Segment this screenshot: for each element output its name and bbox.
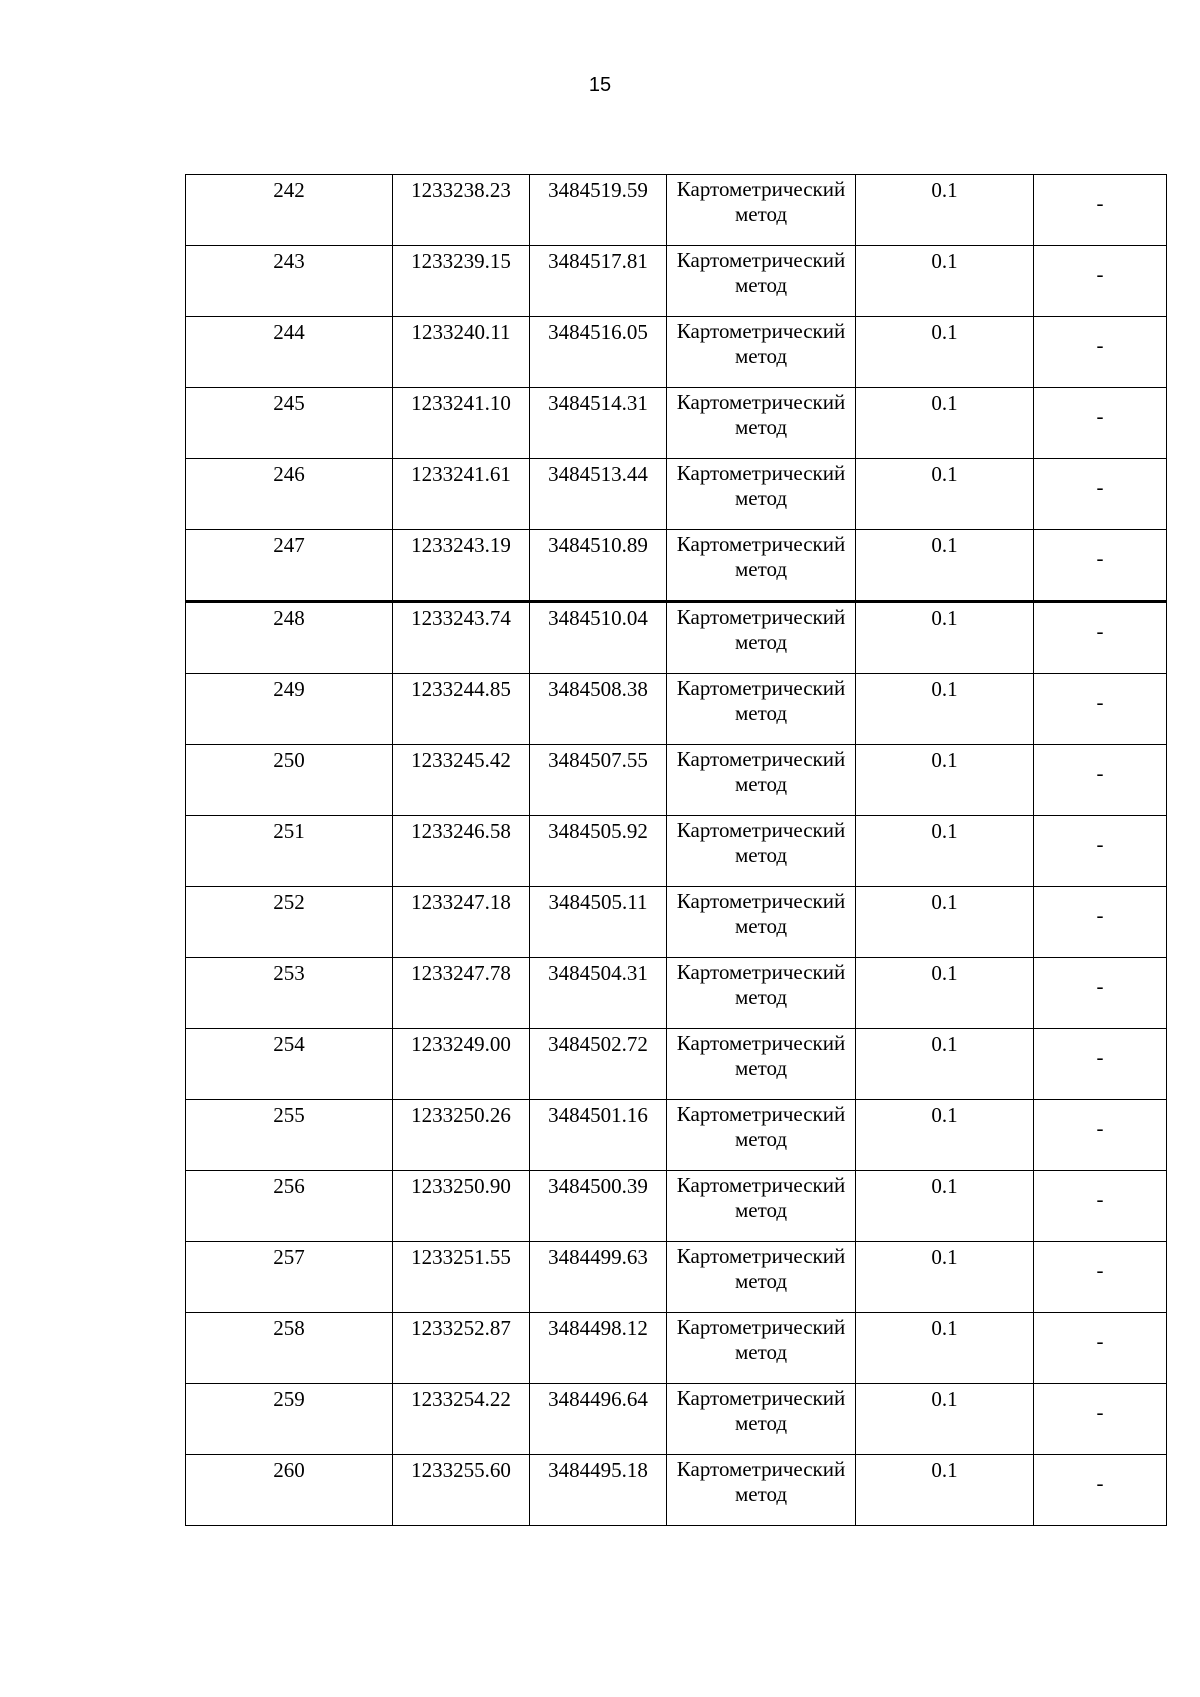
method-cell-text: Картометрический — [676, 461, 846, 485]
accuracy-cell-text: 0.1 — [931, 1245, 958, 1269]
point-number-cell — [186, 1100, 393, 1171]
y-coordinate-cell-text: 3484510.89 — [548, 533, 648, 557]
method-cell-text: метод — [734, 914, 788, 938]
method-cell-text: метод — [734, 1269, 788, 1293]
accuracy-cell — [856, 530, 1034, 602]
y-coordinate-cell — [530, 1029, 667, 1100]
point-number-cell-text: 247 — [273, 533, 305, 557]
note-cell — [1034, 530, 1167, 602]
method-cell-text: Картометрический — [676, 1173, 846, 1197]
accuracy-cell-text: 0.1 — [931, 533, 958, 557]
accuracy-cell — [856, 745, 1034, 816]
note-cell-text: - — [1096, 1400, 1104, 1424]
accuracy-cell-text: 0.1 — [931, 1174, 958, 1198]
y-coordinate-cell-text: 3484510.04 — [548, 606, 648, 630]
table-row — [186, 1029, 1167, 1100]
y-coordinate-cell — [530, 1100, 667, 1171]
coordinates-table — [185, 174, 1167, 1526]
method-cell-text: метод — [734, 843, 788, 867]
x-coordinate-cell-text: 1233244.85 — [411, 677, 511, 701]
note-cell — [1034, 1029, 1167, 1100]
method-cell-text: метод — [734, 701, 788, 725]
method-cell — [667, 816, 856, 887]
method-cell-text: метод — [734, 1127, 788, 1151]
x-coordinate-cell-text: 1233243.19 — [411, 533, 511, 557]
x-coordinate-cell-text: 1233249.00 — [411, 1032, 511, 1056]
y-coordinate-cell-text: 3484508.38 — [548, 677, 648, 701]
y-coordinate-cell-text: 3484513.44 — [548, 462, 648, 486]
method-cell — [667, 887, 856, 958]
point-number-cell-text: 260 — [273, 1458, 305, 1482]
note-cell — [1034, 317, 1167, 388]
method-cell — [667, 175, 856, 246]
note-cell-text: - — [1096, 832, 1104, 856]
accuracy-cell — [856, 887, 1034, 958]
method-cell-text: метод — [734, 202, 788, 226]
note-cell-text: - — [1096, 903, 1104, 927]
point-number-cell — [186, 816, 393, 887]
method-cell-text: Картометрический — [676, 676, 846, 700]
point-number-cell-text: 245 — [273, 391, 305, 415]
accuracy-cell-text: 0.1 — [931, 249, 958, 273]
method-cell-text: метод — [734, 557, 788, 581]
x-coordinate-cell-text: 1233238.23 — [411, 178, 511, 202]
method-cell — [667, 1384, 856, 1455]
y-coordinate-cell — [530, 459, 667, 530]
note-cell-text: - — [1096, 1187, 1104, 1211]
note-cell-text: - — [1096, 761, 1104, 785]
accuracy-cell-text: 0.1 — [931, 320, 958, 344]
accuracy-cell — [856, 459, 1034, 530]
point-number-cell-text: 251 — [273, 819, 305, 843]
point-number-cell — [186, 958, 393, 1029]
table-row — [186, 816, 1167, 887]
x-coordinate-cell — [393, 1242, 530, 1313]
point-number-cell — [186, 246, 393, 317]
note-cell-text: - — [1096, 191, 1104, 215]
note-cell-text: - — [1096, 404, 1104, 428]
table-row — [186, 1455, 1167, 1526]
accuracy-cell-text: 0.1 — [931, 961, 958, 985]
table-row — [186, 1242, 1167, 1313]
method-cell-text: метод — [734, 1198, 788, 1222]
method-cell-text: Картометрический — [676, 605, 846, 629]
note-cell-text: - — [1096, 333, 1104, 357]
note-cell — [1034, 1313, 1167, 1384]
x-coordinate-cell-text: 1233247.78 — [411, 961, 511, 985]
table-row — [186, 388, 1167, 459]
note-cell-text: - — [1096, 546, 1104, 570]
y-coordinate-cell — [530, 958, 667, 1029]
point-number-cell — [186, 530, 393, 602]
point-number-cell-text: 250 — [273, 748, 305, 772]
point-number-cell — [186, 1384, 393, 1455]
y-coordinate-cell-text: 3484496.64 — [548, 1387, 648, 1411]
accuracy-cell-text: 0.1 — [931, 606, 958, 630]
note-cell-text: - — [1096, 1471, 1104, 1495]
point-number-cell-text: 256 — [273, 1174, 305, 1198]
table-row — [186, 602, 1167, 674]
note-cell-text: - — [1096, 690, 1104, 714]
table-row — [186, 1171, 1167, 1242]
point-number-cell-text: 249 — [273, 677, 305, 701]
x-coordinate-cell-text: 1233252.87 — [411, 1316, 511, 1340]
accuracy-cell — [856, 1313, 1034, 1384]
point-number-cell — [186, 1313, 393, 1384]
table-body — [186, 175, 1167, 1526]
method-cell — [667, 674, 856, 745]
accuracy-cell — [856, 388, 1034, 459]
point-number-cell-text: 257 — [273, 1245, 305, 1269]
method-cell-text: метод — [734, 344, 788, 368]
accuracy-cell — [856, 602, 1034, 674]
y-coordinate-cell — [530, 1171, 667, 1242]
x-coordinate-cell-text: 1233255.60 — [411, 1458, 511, 1482]
method-cell-text: Картометрический — [676, 532, 846, 556]
method-cell — [667, 530, 856, 602]
method-cell-text: метод — [734, 630, 788, 654]
x-coordinate-cell-text: 1233239.15 — [411, 249, 511, 273]
page-number: 15 — [588, 74, 612, 96]
y-coordinate-cell-text: 3484504.31 — [548, 961, 648, 985]
accuracy-cell-text: 0.1 — [931, 391, 958, 415]
accuracy-cell — [856, 958, 1034, 1029]
method-cell-text: метод — [734, 415, 788, 439]
method-cell-text: Картометрический — [676, 177, 846, 201]
x-coordinate-cell-text: 1233241.10 — [411, 391, 511, 415]
note-cell — [1034, 246, 1167, 317]
x-coordinate-cell-text: 1233247.18 — [411, 890, 511, 914]
y-coordinate-cell — [530, 1242, 667, 1313]
x-coordinate-cell — [393, 459, 530, 530]
x-coordinate-cell — [393, 887, 530, 958]
point-number-cell — [186, 1455, 393, 1526]
point-number-cell — [186, 1242, 393, 1313]
table-row — [186, 1313, 1167, 1384]
table-row — [186, 246, 1167, 317]
method-cell — [667, 1171, 856, 1242]
table-row — [186, 317, 1167, 388]
point-number-cell-text: 255 — [273, 1103, 305, 1127]
method-cell — [667, 1242, 856, 1313]
accuracy-cell-text: 0.1 — [931, 178, 958, 202]
method-cell-text: метод — [734, 985, 788, 1009]
accuracy-cell-text: 0.1 — [931, 1103, 958, 1127]
x-coordinate-cell — [393, 745, 530, 816]
y-coordinate-cell-text: 3484516.05 — [548, 320, 648, 344]
method-cell-text: Картометрический — [676, 390, 846, 414]
x-coordinate-cell-text: 1233250.26 — [411, 1103, 511, 1127]
accuracy-cell-text: 0.1 — [931, 748, 958, 772]
point-number-cell-text: 258 — [273, 1316, 305, 1340]
method-cell-text: Картометрический — [676, 1315, 846, 1339]
method-cell-text: Картометрический — [676, 1457, 846, 1481]
table-row — [186, 674, 1167, 745]
method-cell — [667, 1455, 856, 1526]
point-number-cell-text: 243 — [273, 249, 305, 273]
point-number-cell-text: 244 — [273, 320, 305, 344]
point-number-cell-text: 253 — [273, 961, 305, 985]
x-coordinate-cell — [393, 816, 530, 887]
x-coordinate-cell — [393, 1455, 530, 1526]
method-cell — [667, 745, 856, 816]
y-coordinate-cell — [530, 175, 667, 246]
x-coordinate-cell — [393, 602, 530, 674]
method-cell-text: метод — [734, 772, 788, 796]
method-cell — [667, 958, 856, 1029]
table-row — [186, 745, 1167, 816]
table-row — [186, 887, 1167, 958]
accuracy-cell — [856, 1171, 1034, 1242]
y-coordinate-cell — [530, 602, 667, 674]
point-number-cell — [186, 1029, 393, 1100]
note-cell — [1034, 1171, 1167, 1242]
x-coordinate-cell — [393, 1384, 530, 1455]
point-number-cell — [186, 1171, 393, 1242]
method-cell-text: метод — [734, 1411, 788, 1435]
note-cell — [1034, 745, 1167, 816]
table-row — [186, 1384, 1167, 1455]
note-cell — [1034, 887, 1167, 958]
x-coordinate-cell — [393, 1100, 530, 1171]
method-cell-text: Картометрический — [676, 248, 846, 272]
y-coordinate-cell-text: 3484498.12 — [548, 1316, 648, 1340]
method-cell — [667, 317, 856, 388]
method-cell — [667, 388, 856, 459]
note-cell-text: - — [1096, 1329, 1104, 1353]
y-coordinate-cell — [530, 887, 667, 958]
accuracy-cell-text: 0.1 — [931, 819, 958, 843]
point-number-cell-text: 252 — [273, 890, 305, 914]
method-cell-text: Картометрический — [676, 818, 846, 842]
y-coordinate-cell-text: 3484514.31 — [548, 391, 648, 415]
y-coordinate-cell — [530, 745, 667, 816]
accuracy-cell — [856, 1029, 1034, 1100]
y-coordinate-cell — [530, 1313, 667, 1384]
method-cell — [667, 1313, 856, 1384]
point-number-cell — [186, 388, 393, 459]
method-cell-text: Картометрический — [676, 960, 846, 984]
point-number-cell-text: 254 — [273, 1032, 305, 1056]
point-number-cell — [186, 459, 393, 530]
note-cell — [1034, 1384, 1167, 1455]
x-coordinate-cell — [393, 1171, 530, 1242]
y-coordinate-cell-text: 3484507.55 — [548, 748, 648, 772]
note-cell — [1034, 602, 1167, 674]
accuracy-cell — [856, 1242, 1034, 1313]
point-number-cell — [186, 674, 393, 745]
note-cell — [1034, 175, 1167, 246]
y-coordinate-cell — [530, 246, 667, 317]
note-cell-text: - — [1096, 1116, 1104, 1140]
x-coordinate-cell-text: 1233245.42 — [411, 748, 511, 772]
point-number-cell — [186, 317, 393, 388]
accuracy-cell-text: 0.1 — [931, 1458, 958, 1482]
x-coordinate-cell-text: 1233243.74 — [411, 606, 511, 630]
note-cell-text: - — [1096, 1258, 1104, 1282]
y-coordinate-cell — [530, 674, 667, 745]
method-cell — [667, 1100, 856, 1171]
method-cell — [667, 246, 856, 317]
y-coordinate-cell-text: 3484517.81 — [548, 249, 648, 273]
accuracy-cell — [856, 816, 1034, 887]
accuracy-cell-text: 0.1 — [931, 1387, 958, 1411]
x-coordinate-cell — [393, 388, 530, 459]
accuracy-cell — [856, 1455, 1034, 1526]
y-coordinate-cell — [530, 1384, 667, 1455]
table-row — [186, 459, 1167, 530]
method-cell-text: Картометрический — [676, 1244, 846, 1268]
accuracy-cell — [856, 175, 1034, 246]
note-cell — [1034, 1100, 1167, 1171]
method-cell-text: Картометрический — [676, 889, 846, 913]
note-cell-text: - — [1096, 974, 1104, 998]
point-number-cell — [186, 745, 393, 816]
method-cell-text: метод — [734, 1340, 788, 1364]
method-cell — [667, 459, 856, 530]
note-cell — [1034, 816, 1167, 887]
note-cell — [1034, 674, 1167, 745]
accuracy-cell-text: 0.1 — [931, 1032, 958, 1056]
point-number-cell-text: 259 — [273, 1387, 305, 1411]
point-number-cell-text: 242 — [273, 178, 305, 202]
method-cell-text: Картометрический — [676, 1031, 846, 1055]
accuracy-cell — [856, 246, 1034, 317]
x-coordinate-cell — [393, 1029, 530, 1100]
accuracy-cell-text: 0.1 — [931, 462, 958, 486]
y-coordinate-cell-text: 3484505.92 — [548, 819, 648, 843]
table-row — [186, 1100, 1167, 1171]
y-coordinate-cell-text: 3484500.39 — [548, 1174, 648, 1198]
x-coordinate-cell-text: 1233240.11 — [411, 320, 511, 344]
x-coordinate-cell — [393, 246, 530, 317]
note-cell — [1034, 1242, 1167, 1313]
point-number-cell-text: 248 — [273, 606, 305, 630]
x-coordinate-cell — [393, 674, 530, 745]
note-cell-text: - — [1096, 619, 1104, 643]
point-number-cell — [186, 887, 393, 958]
point-number-cell — [186, 602, 393, 674]
y-coordinate-cell — [530, 317, 667, 388]
y-coordinate-cell-text: 3484519.59 — [548, 178, 648, 202]
y-coordinate-cell-text: 3484499.63 — [548, 1245, 648, 1269]
note-cell-text: - — [1096, 262, 1104, 286]
x-coordinate-cell-text: 1233246.58 — [411, 819, 511, 843]
method-cell-text: Картометрический — [676, 1386, 846, 1410]
x-coordinate-cell — [393, 530, 530, 602]
method-cell — [667, 602, 856, 674]
note-cell — [1034, 1455, 1167, 1526]
note-cell — [1034, 459, 1167, 530]
table-row — [186, 530, 1167, 602]
table-row — [186, 175, 1167, 246]
x-coordinate-cell-text: 1233250.90 — [411, 1174, 511, 1198]
accuracy-cell — [856, 317, 1034, 388]
accuracy-cell — [856, 674, 1034, 745]
y-coordinate-cell-text: 3484502.72 — [548, 1032, 648, 1056]
y-coordinate-cell-text: 3484501.16 — [548, 1103, 648, 1127]
y-coordinate-cell-text: 3484505.11 — [548, 890, 648, 914]
y-coordinate-cell — [530, 816, 667, 887]
y-coordinate-cell — [530, 1455, 667, 1526]
note-cell — [1034, 958, 1167, 1029]
y-coordinate-cell-text: 3484495.18 — [548, 1458, 648, 1482]
table-row — [186, 958, 1167, 1029]
method-cell-text: метод — [734, 1482, 788, 1506]
accuracy-cell-text: 0.1 — [931, 1316, 958, 1340]
x-coordinate-cell — [393, 175, 530, 246]
accuracy-cell-text: 0.1 — [931, 677, 958, 701]
x-coordinate-cell-text: 1233251.55 — [411, 1245, 511, 1269]
x-coordinate-cell — [393, 317, 530, 388]
point-number-cell-text: 246 — [273, 462, 305, 486]
accuracy-cell — [856, 1384, 1034, 1455]
note-cell-text: - — [1096, 475, 1104, 499]
note-cell — [1034, 388, 1167, 459]
accuracy-cell — [856, 1100, 1034, 1171]
x-coordinate-cell — [393, 1313, 530, 1384]
method-cell-text: Картометрический — [676, 1102, 846, 1126]
method-cell — [667, 1029, 856, 1100]
note-cell-text: - — [1096, 1045, 1104, 1069]
method-cell-text: метод — [734, 273, 788, 297]
x-coordinate-cell-text: 1233254.22 — [411, 1387, 511, 1411]
method-cell-text: Картометрический — [676, 319, 846, 343]
method-cell-text: метод — [734, 486, 788, 510]
y-coordinate-cell — [530, 530, 667, 602]
y-coordinate-cell — [530, 388, 667, 459]
method-cell-text: Картометрический — [676, 747, 846, 771]
x-coordinate-cell — [393, 958, 530, 1029]
accuracy-cell-text: 0.1 — [931, 890, 958, 914]
method-cell-text: метод — [734, 1056, 788, 1080]
x-coordinate-cell-text: 1233241.61 — [411, 462, 511, 486]
point-number-cell — [186, 175, 393, 246]
